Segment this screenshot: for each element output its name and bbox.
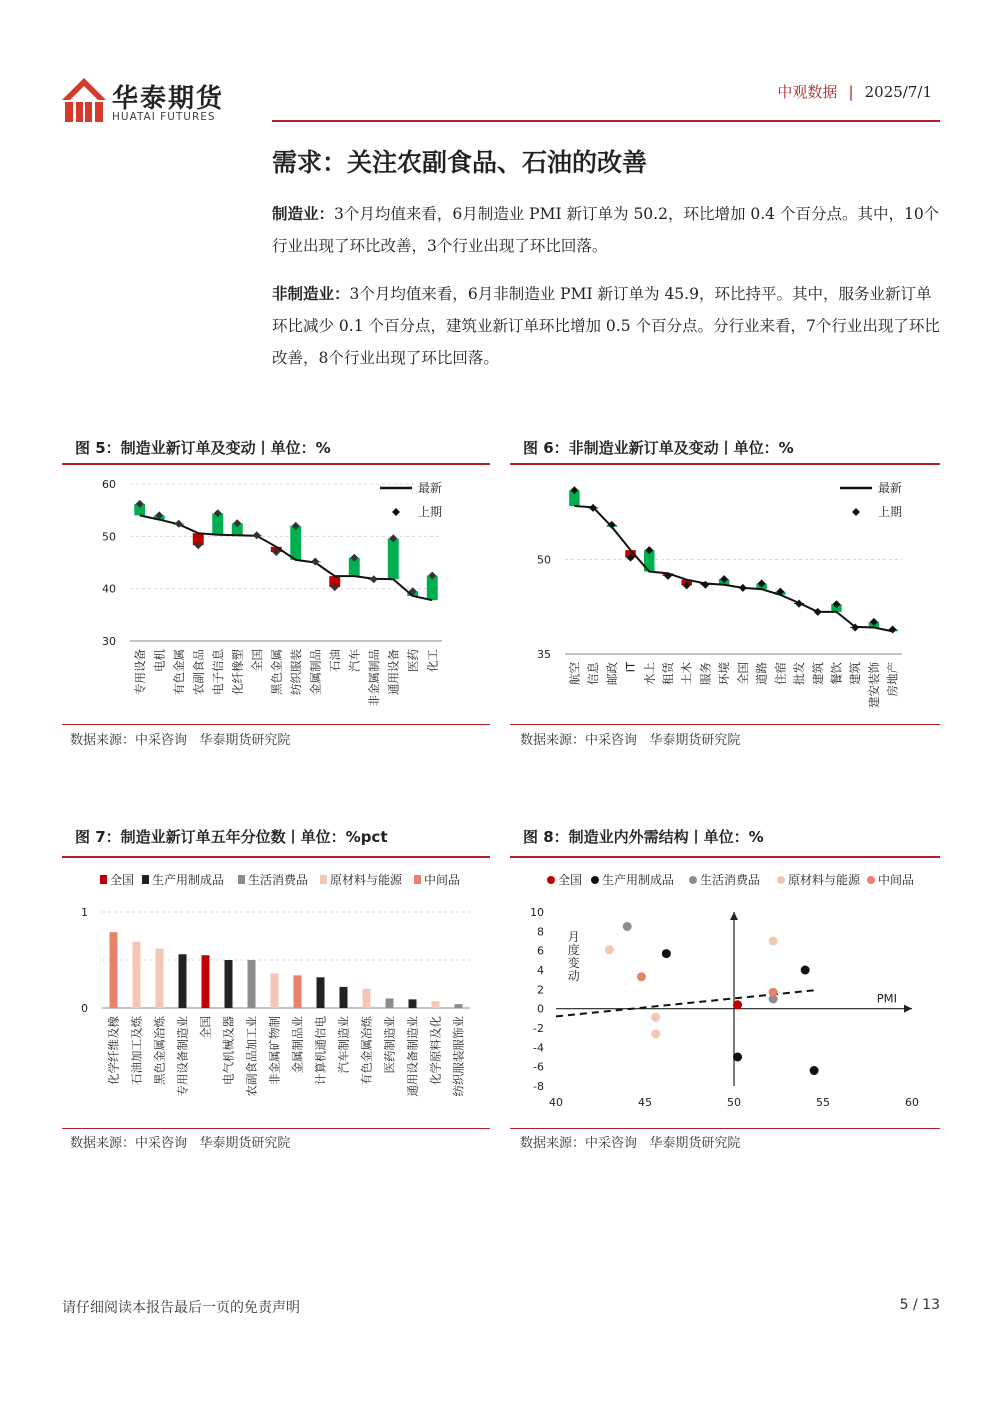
previous-marker [739,584,747,592]
y-tick-label: -2 [533,1022,544,1035]
y-tick-label: 0 [537,1002,544,1016]
bar [202,955,210,1008]
y-tick-label: 6 [537,944,544,958]
previous-marker [608,521,616,529]
bar [294,975,302,1008]
paragraph-lead: 非制造业： [272,285,350,303]
y-tick-label: 2 [537,983,544,997]
fig5-title: 图 5：制造业新订单及变动丨单位：% [75,439,331,457]
bar [133,942,141,1008]
page-title: 需求：关注农副食品、石油的改善 [272,148,648,177]
y-axis-label: 月 [567,930,580,944]
scatter-point [810,1066,819,1075]
y-tick-label: 60 [102,478,116,491]
x-tick-label: 45 [638,1096,652,1109]
x-tick-label: 55 [816,1096,830,1109]
paragraph-body: 3个月均值来看，6月非制造业 PMI 新订单为 45.9，环比持平。其中，服务业新订单环比减少 0.1 个百分点，建筑业新订单环比增加 0.5 个百分点。分行业来看，7个行业出现了环比改善，8个行业出现了环比回落。 [272,285,940,367]
legend-swatch [320,875,327,884]
fig6-chart [510,468,940,722]
x-tick-label: 水上 [642,662,657,685]
scatter-point [651,1013,660,1022]
legend-label: 生活消费品 [700,873,761,887]
fig5-top-rule [62,463,490,465]
legend-swatch [777,876,785,884]
fig7-chart [62,862,490,1126]
paragraph-lead: 制造业： [272,205,335,223]
scatter-point [605,945,614,954]
fig8-source: 数据来源：中采咨询 华泰期货研究院 [520,1136,741,1151]
bar [179,954,187,1008]
x-tick-label: 石油 [327,649,342,672]
legend-marker-swatch [392,508,400,516]
change-bar [290,526,301,560]
scatter-point [637,972,646,981]
x-tick-label: 通用设备制造业 [405,1016,420,1097]
x-tick-label: 非金属制品 [366,649,381,707]
latest-line [574,506,892,631]
legend-label: 生产用制成品 [152,873,225,887]
x-tick-label: 道路 [754,662,769,685]
report-date: 2025/7/1 [864,83,932,101]
y-tick-label: -8 [533,1080,544,1093]
legend-swatch [689,876,697,884]
x-tick-label: 电气机械及器 [221,1016,236,1085]
legend-label: 上期 [878,505,903,519]
bar [110,932,118,1008]
bar [363,989,371,1008]
legend-label: 上期 [418,505,443,519]
legend-marker-swatch [852,508,860,516]
scatter-point [733,1053,742,1062]
x-axis-arrow-icon [904,1005,912,1013]
scatter-point [769,937,778,946]
x-tick-label: 计算机通信电 [313,1016,328,1085]
fig6-top-rule [510,463,940,465]
bar [271,973,279,1008]
footer-disclaimer: 请仔细阅读本报告最后一页的免责声明 [62,1300,300,1316]
fig7-top-rule [62,856,490,858]
legend-label: 最新 [418,481,443,495]
y-tick-label: 0 [81,1002,88,1015]
x-axis-label: PMI [876,991,897,1006]
scatter-point [623,922,632,931]
scatter-point [662,949,671,958]
legend-label: 最新 [878,481,903,495]
bar [340,987,348,1008]
x-tick-label: 全国 [198,1016,213,1039]
fig5-bottom-rule [62,724,490,725]
x-tick-label: 航空 [567,662,582,685]
bar [455,1004,463,1008]
x-tick-label: 建安装饰 [866,662,881,708]
x-tick-label: 通用设备 [386,649,401,695]
fig8-top-rule [510,856,940,858]
x-tick-label: 50 [727,1096,741,1109]
x-tick-label: 有色金属 [171,649,186,695]
fig6-source: 数据来源：中采咨询 华泰期货研究院 [520,733,741,748]
fig8-title: 图 8：制造业内外需结构丨单位：% [523,828,764,846]
bar [248,960,256,1008]
paragraph-manufacturing [272,198,940,262]
x-tick-label: 建筑 [810,662,825,685]
x-tick-label: 电子信息 [210,649,225,695]
x-tick-label: 有色金属冶炼 [359,1016,374,1085]
x-tick-label: 化工 [425,649,440,672]
legend-label: 原材料与能源 [788,873,861,887]
fig5-source: 数据来源：中采咨询 华泰期货研究院 [70,733,291,748]
y-axis-arrow-icon [730,912,738,920]
y-tick-label: -4 [533,1041,544,1055]
x-tick-label: 金属制品业 [290,1016,305,1074]
x-tick-label: 租赁 [660,662,675,685]
y-tick-label: -6 [533,1060,544,1074]
y-tick-label: 50 [102,530,116,544]
bar [432,1001,440,1008]
y-tick-label: 1 [81,906,88,919]
footer-page-number: 5 / 13 [899,1297,940,1313]
huatai-logo-icon [62,78,106,124]
previous-marker [814,608,822,616]
bar [156,948,164,1008]
x-tick-label: 石油加工及炼 [129,1016,144,1085]
scatter-point [733,1000,742,1009]
fig7-title: 图 7：制造业新订单五年分位数丨单位：%pct [75,828,388,846]
x-tick-label: 40 [549,1096,563,1109]
y-tick-label: 30 [102,635,116,648]
x-tick-label: 全国 [249,649,264,672]
header [60,78,940,123]
x-tick-label: 环境 [717,662,732,685]
x-tick-label: 纺织服装服饰业 [451,1016,466,1097]
x-tick-label: 农副食品 [191,649,206,695]
x-tick-label: 化学纤维及橡 [106,1016,121,1085]
x-tick-label: 批发 [792,662,807,685]
fig7-bottom-rule [62,1128,490,1129]
fig5-chart [62,468,490,722]
header-rule [272,120,940,122]
fig7-source: 数据来源：中采咨询 华泰期货研究院 [70,1136,291,1151]
x-tick-label: 电机 [152,649,167,672]
fig8-bottom-rule [510,1128,940,1129]
bar [317,977,325,1008]
x-tick-label: 专用设备 [132,649,147,695]
legend-swatch [547,876,555,884]
fig8-chart [510,862,940,1126]
header-right [777,81,932,102]
x-tick-label: 黑色金属 [269,649,284,695]
x-tick-label: 土木 [679,662,694,685]
x-tick-label: 房地产 [885,662,900,697]
fig6-bottom-rule [510,724,940,725]
legend-label: 生产用制成品 [602,873,675,887]
header-separator: | [848,83,854,101]
legend-swatch [414,875,421,884]
bar [409,999,417,1008]
logo-cn: 华泰期货 [112,84,225,114]
y-tick-label: 50 [537,553,551,567]
x-tick-label: 全国 [735,662,750,685]
x-tick-label: 医药 [405,649,420,672]
previous-marker [889,625,897,633]
fig6-title: 图 6：非制造业新订单及变动丨单位：% [523,439,794,457]
x-tick-label: 医药制造业 [382,1016,397,1074]
y-axis-label: 动 [567,969,580,983]
y-tick-label: 40 [102,582,116,596]
y-tick-label: 10 [530,906,544,919]
x-tick-label: 农副食品加工业 [244,1016,259,1097]
logo-en: HUATAI FUTURES [112,111,216,123]
legend-label: 生活消费品 [248,873,309,887]
y-axis-label: 变 [567,956,580,970]
legend-label: 中间品 [878,873,915,887]
x-tick-label: 住宿 [773,662,788,685]
legend-swatch [142,875,149,884]
y-tick-label: 35 [537,648,551,661]
legend-label: 全国 [558,873,583,887]
legend-label: 全国 [110,873,135,887]
legend-swatch [591,876,599,884]
x-tick-label: 化学原料及化 [428,1016,443,1085]
x-tick-label: 建筑 [848,662,863,685]
legend-swatch [238,875,245,884]
legend-swatch [100,875,107,884]
x-tick-label: 汽车 [347,649,362,672]
x-tick-label: 专用设备制造业 [175,1016,190,1097]
x-tick-label: 黑色金属冶炼 [152,1016,167,1085]
scatter-point [651,1029,660,1038]
paragraph-body: 3个月均值来看，6月制造业 PMI 新订单为 50.2，环比增加 0.4 个百分点。其中，10个行业出现了环比改善，3个行业出现了环比回落。 [272,205,940,255]
x-tick-label: IT [623,662,638,673]
section-label: 中观数据 [777,83,838,101]
y-tick-label: 4 [537,964,544,977]
x-tick-label: 化纤橡塑 [230,649,245,695]
scatter-point [801,966,810,975]
change-bar [388,538,399,579]
bar [386,998,394,1008]
x-tick-label: 餐饮 [829,662,844,685]
y-tick-label: 8 [537,925,544,939]
x-tick-label: 金属制品 [308,649,323,695]
scatter-point [769,988,778,997]
legend-label: 中间品 [424,873,461,887]
x-tick-label: 汽车制造业 [336,1016,351,1074]
x-tick-label: 60 [905,1096,919,1109]
legend-label: 原材料与能源 [330,873,403,887]
x-tick-label: 服务 [698,662,713,685]
bar [225,960,233,1008]
x-tick-label: 纺织服装 [288,649,303,695]
legend-swatch [867,876,875,884]
x-tick-label: 非金属矿物制 [267,1016,282,1085]
previous-marker [370,575,378,583]
y-axis-label: 度 [567,943,580,957]
x-tick-label: 邮政 [604,662,619,685]
x-tick-label: 信息 [586,662,601,685]
paragraph-nonmanufacturing [272,278,940,374]
